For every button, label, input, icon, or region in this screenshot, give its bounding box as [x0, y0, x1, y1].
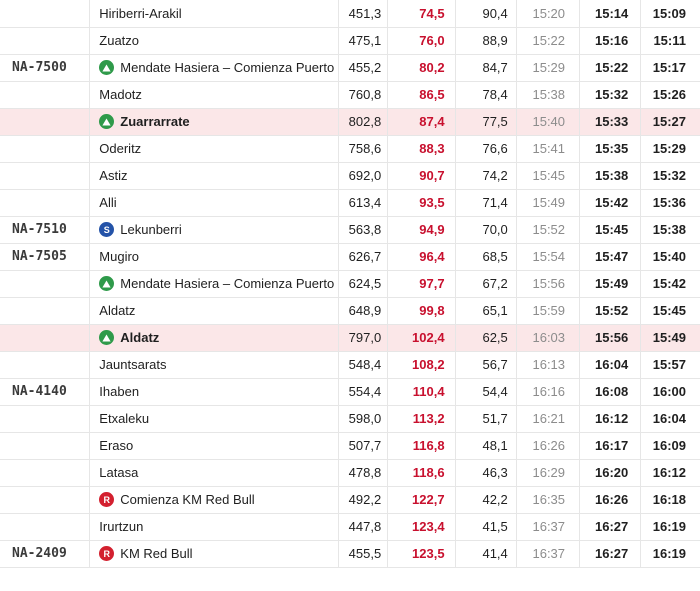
km-covered: 86,5: [388, 81, 455, 108]
time-slow: 16:37: [516, 513, 579, 540]
time-fast: 15:57: [641, 351, 700, 378]
location-cell: [90, 27, 339, 54]
km-covered: 87,4: [388, 108, 455, 135]
time-medium: 15:47: [580, 243, 641, 270]
km-remaining: 78,4: [455, 81, 516, 108]
altitude: 475,1: [339, 27, 388, 54]
altitude: 802,8: [339, 108, 388, 135]
km-remaining: 48,1: [455, 432, 516, 459]
km-covered: 123,5: [388, 540, 455, 567]
location-name: KM Red Bull: [120, 546, 193, 561]
location-name: Irurtzun: [99, 519, 144, 534]
road-code: [0, 108, 90, 135]
km-remaining: 51,7: [455, 405, 516, 432]
km-covered: 99,8: [388, 297, 455, 324]
km-covered: 90,7: [388, 162, 455, 189]
location-cell: [90, 378, 339, 405]
road-code: [0, 0, 90, 27]
road-code: [0, 297, 90, 324]
location-cell: [90, 297, 339, 324]
altitude: 451,3: [339, 0, 388, 27]
location-name: Madotz: [99, 87, 142, 102]
time-medium: 15:42: [580, 189, 641, 216]
road-code: NA-4140: [0, 378, 90, 405]
mountain-icon: [99, 114, 114, 129]
location-cell: [90, 540, 339, 567]
time-medium: 15:33: [580, 108, 641, 135]
location-name: Mendate Hasiera – Comienza Puerto: [120, 276, 335, 291]
km-remaining: 56,7: [455, 351, 516, 378]
road-code: NA-2409: [0, 540, 90, 567]
location-cell: [90, 486, 339, 513]
location-name: Mendate Hasiera – Comienza Puerto: [120, 60, 335, 75]
road-code: [0, 513, 90, 540]
km-remaining: 46,3: [455, 459, 516, 486]
time-slow: 15:22: [516, 27, 579, 54]
itinerary-row: [0, 459, 700, 486]
time-fast: 16:09: [641, 432, 700, 459]
itinerary-row: [0, 135, 700, 162]
km-covered: 116,8: [388, 432, 455, 459]
time-slow: 16:13: [516, 351, 579, 378]
location-cell: [90, 324, 339, 351]
location-cell: [90, 270, 339, 297]
altitude: 598,0: [339, 405, 388, 432]
km-covered: 108,2: [388, 351, 455, 378]
location-name: Jauntsarats: [99, 357, 167, 372]
altitude: 455,5: [339, 540, 388, 567]
itinerary-row: [0, 81, 700, 108]
time-fast: 15:11: [641, 27, 700, 54]
itinerary-row: [0, 378, 700, 405]
altitude: 548,4: [339, 351, 388, 378]
altitude: 624,5: [339, 270, 388, 297]
km-covered: 76,0: [388, 27, 455, 54]
time-fast: 15:32: [641, 162, 700, 189]
time-medium: 16:20: [580, 459, 641, 486]
km-remaining: 41,4: [455, 540, 516, 567]
mountain-icon: [99, 60, 114, 75]
altitude: 563,8: [339, 216, 388, 243]
time-slow: 16:03: [516, 324, 579, 351]
itinerary-row: [0, 108, 700, 135]
time-fast: 16:19: [641, 540, 700, 567]
itinerary-row: [0, 351, 700, 378]
km-covered: 110,4: [388, 378, 455, 405]
location-cell: [90, 0, 339, 27]
location-name: Aldatz: [99, 303, 136, 318]
km-remaining: 90,4: [455, 0, 516, 27]
time-slow: 15:41: [516, 135, 579, 162]
time-medium: 15:22: [580, 54, 641, 81]
km-remaining: 84,7: [455, 54, 516, 81]
km-remaining: 67,2: [455, 270, 516, 297]
altitude: 554,4: [339, 378, 388, 405]
time-slow: 16:29: [516, 459, 579, 486]
time-slow: 15:45: [516, 162, 579, 189]
km-covered: 80,2: [388, 54, 455, 81]
altitude: 492,2: [339, 486, 388, 513]
time-medium: 15:38: [580, 162, 641, 189]
km-remaining: 76,6: [455, 135, 516, 162]
road-code: NA-7500: [0, 54, 90, 81]
time-fast: 16:12: [641, 459, 700, 486]
km-covered: 97,7: [388, 270, 455, 297]
km-remaining: 42,2: [455, 486, 516, 513]
km-remaining: 62,5: [455, 324, 516, 351]
redbull-icon: R: [99, 546, 114, 561]
location-name: Alli: [99, 195, 117, 210]
km-covered: 122,7: [388, 486, 455, 513]
location-name: Zuatzo: [99, 33, 140, 48]
altitude: 447,8: [339, 513, 388, 540]
km-remaining: 77,5: [455, 108, 516, 135]
altitude: 758,6: [339, 135, 388, 162]
time-medium: 16:27: [580, 540, 641, 567]
location-cell: [90, 432, 339, 459]
time-fast: 15:45: [641, 297, 700, 324]
location-cell: [90, 162, 339, 189]
itinerary-row: [0, 0, 700, 27]
location-name: Eraso: [99, 438, 134, 453]
time-fast: 15:29: [641, 135, 700, 162]
time-medium: 16:27: [580, 513, 641, 540]
time-slow: 16:16: [516, 378, 579, 405]
location-cell: [90, 351, 339, 378]
sprint-icon: S: [99, 222, 114, 237]
time-slow: 16:26: [516, 432, 579, 459]
time-slow: 15:59: [516, 297, 579, 324]
location-name: Latasa: [99, 465, 139, 480]
road-code: [0, 459, 90, 486]
time-fast: 16:04: [641, 405, 700, 432]
time-fast: 15:49: [641, 324, 700, 351]
location-name: Mugiro: [99, 249, 140, 264]
time-medium: 15:49: [580, 270, 641, 297]
time-slow: 15:49: [516, 189, 579, 216]
itinerary-row: [0, 513, 700, 540]
time-medium: 15:52: [580, 297, 641, 324]
time-slow: 16:37: [516, 540, 579, 567]
altitude: 455,2: [339, 54, 388, 81]
road-code: [0, 270, 90, 297]
location-cell: [90, 216, 339, 243]
altitude: 648,9: [339, 297, 388, 324]
itinerary-row: [0, 27, 700, 54]
km-remaining: 74,2: [455, 162, 516, 189]
itinerary-row: [0, 243, 700, 270]
road-code: NA-7505: [0, 243, 90, 270]
mountain-icon: [99, 276, 114, 291]
location-cell: [90, 108, 339, 135]
time-medium: 15:56: [580, 324, 641, 351]
itinerary-row: [0, 324, 700, 351]
location-cell: [90, 189, 339, 216]
time-slow: 15:52: [516, 216, 579, 243]
redbull-icon: R: [99, 492, 114, 507]
location-cell: [90, 459, 339, 486]
time-slow: 15:40: [516, 108, 579, 135]
altitude: 478,8: [339, 459, 388, 486]
road-code: [0, 27, 90, 54]
km-covered: 88,3: [388, 135, 455, 162]
km-covered: 123,4: [388, 513, 455, 540]
km-remaining: 70,0: [455, 216, 516, 243]
time-medium: 16:12: [580, 405, 641, 432]
location-name: Astiz: [99, 168, 128, 183]
km-covered: 113,2: [388, 405, 455, 432]
time-fast: 15:09: [641, 0, 700, 27]
altitude: 797,0: [339, 324, 388, 351]
time-fast: 16:19: [641, 513, 700, 540]
time-medium: 15:45: [580, 216, 641, 243]
time-slow: 15:38: [516, 81, 579, 108]
road-code: [0, 486, 90, 513]
road-code: NA-7510: [0, 216, 90, 243]
itinerary-row: [0, 162, 700, 189]
time-fast: 15:40: [641, 243, 700, 270]
altitude: 692,0: [339, 162, 388, 189]
time-fast: 15:42: [641, 270, 700, 297]
time-medium: 15:16: [580, 27, 641, 54]
location-cell: [90, 135, 339, 162]
time-fast: 15:36: [641, 189, 700, 216]
location-cell: [90, 513, 339, 540]
km-remaining: 54,4: [455, 378, 516, 405]
km-remaining: 65,1: [455, 297, 516, 324]
km-covered: 102,4: [388, 324, 455, 351]
time-medium: 15:14: [580, 0, 641, 27]
location-name: Lekunberri: [120, 222, 182, 237]
location-name: Zuarrarrate: [120, 114, 190, 129]
time-medium: 15:35: [580, 135, 641, 162]
time-fast: 16:00: [641, 378, 700, 405]
road-code: [0, 162, 90, 189]
road-code: [0, 189, 90, 216]
time-slow: 15:29: [516, 54, 579, 81]
mountain-icon: [99, 330, 114, 345]
location-cell: [90, 243, 339, 270]
km-remaining: 68,5: [455, 243, 516, 270]
time-fast: 15:38: [641, 216, 700, 243]
itinerary-row: [0, 432, 700, 459]
altitude: 613,4: [339, 189, 388, 216]
itinerary-row: [0, 189, 700, 216]
time-fast: 15:17: [641, 54, 700, 81]
location-name: Aldatz: [120, 330, 160, 345]
time-slow: 16:21: [516, 405, 579, 432]
time-fast: 15:27: [641, 108, 700, 135]
itinerary-row: [0, 486, 700, 513]
time-medium: 16:26: [580, 486, 641, 513]
time-slow: 16:35: [516, 486, 579, 513]
location-cell: [90, 81, 339, 108]
km-covered: 74,5: [388, 0, 455, 27]
itinerary-row: [0, 540, 700, 567]
road-code: [0, 324, 90, 351]
time-fast: 16:18: [641, 486, 700, 513]
altitude: 760,8: [339, 81, 388, 108]
itinerary-row: [0, 405, 700, 432]
time-medium: 16:04: [580, 351, 641, 378]
km-covered: 96,4: [388, 243, 455, 270]
location-name: Etxaleku: [99, 411, 150, 426]
itinerary-row: [0, 216, 700, 243]
km-covered: 93,5: [388, 189, 455, 216]
km-remaining: 88,9: [455, 27, 516, 54]
time-fast: 15:26: [641, 81, 700, 108]
km-covered: 118,6: [388, 459, 455, 486]
location-name: Hiriberri-Arakil: [99, 5, 182, 21]
location-cell: [90, 54, 339, 81]
location-name: Ihaben: [99, 384, 140, 399]
location-name: Comienza KM Red Bull: [120, 492, 255, 507]
altitude: 626,7: [339, 243, 388, 270]
time-slow: 15:20: [516, 0, 579, 27]
road-code: [0, 432, 90, 459]
time-medium: 16:17: [580, 432, 641, 459]
itinerary-row: [0, 270, 700, 297]
road-code: [0, 405, 90, 432]
km-remaining: 41,5: [455, 513, 516, 540]
time-slow: 15:54: [516, 243, 579, 270]
itinerary-row: [0, 297, 700, 324]
altitude: 507,7: [339, 432, 388, 459]
km-remaining: 71,4: [455, 189, 516, 216]
time-slow: 15:56: [516, 270, 579, 297]
itinerary-row: [0, 54, 700, 81]
location-cell: [90, 405, 339, 432]
location-name: Oderitz: [99, 141, 142, 156]
road-code: [0, 81, 90, 108]
km-covered: 94,9: [388, 216, 455, 243]
time-medium: 16:08: [580, 378, 641, 405]
time-medium: 15:32: [580, 81, 641, 108]
road-code: [0, 351, 90, 378]
road-code: [0, 135, 90, 162]
